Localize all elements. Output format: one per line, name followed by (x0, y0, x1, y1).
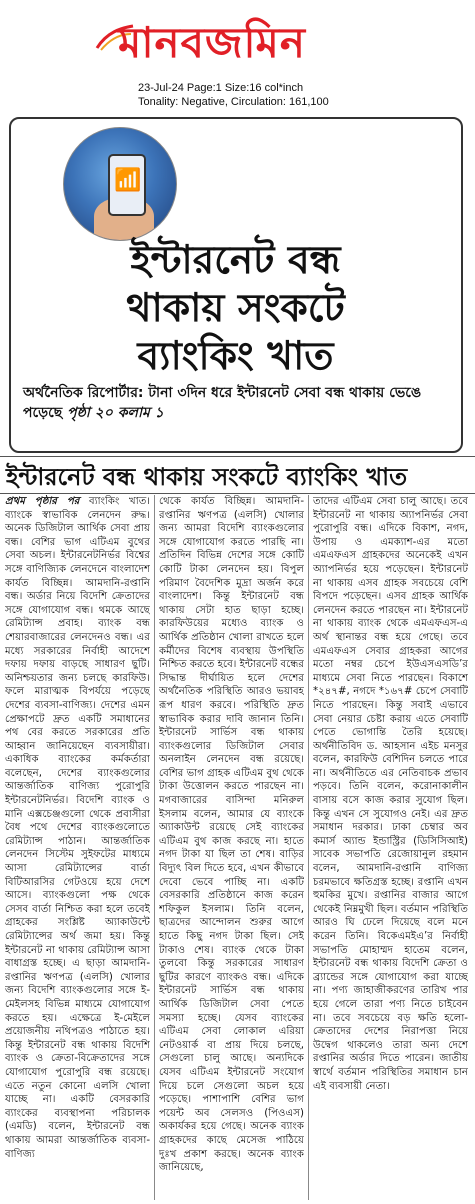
logo: মানবজমিন (118, 18, 306, 67)
column-divider (154, 495, 155, 1200)
front-headline-line1: ইন্টারনেট বন্ধ (130, 238, 341, 283)
phone-wifi-photo (63, 127, 177, 241)
page-reference: পৃষ্ঠা ২০ কলাম ১ (67, 405, 164, 421)
front-headline-line2: থাকায় সংকটে (126, 286, 345, 331)
summary-text: টানা ৩দিন ধরে ইন্টারনেট সেবা বন্ধ থাকায় ভেঙে পড়েছে (23, 385, 422, 421)
article-column-1 (5, 495, 150, 1200)
front-headline (23, 237, 448, 381)
article-headline: ইন্টারনেট বন্ধ থাকায় সংকটে ব্যাংকিং খাত (6, 463, 408, 491)
column-1-text: ব্যাংকিং খাত। ব্যাংকে স্বাভাবিক লেনদেন রুদ্ধ। অনেক ডিজিটাল আর্থিক সেবা প্রায় বন্ধ। বেশির ভাগ এটিএম বুথের সেবা অচল। ইন্টারনেটনির্ভর বিশ্বের সঙ্গে বাণিজ্যিক লেনদেনে বাংলাদেশ কার্যত বিচ্ছিন্ন। আমদানি-রপ্তানি বন্ধ। অর্ডার নিয়ে বিদেশি ক্রেতাদের সঙ্গে যোগাযোগ বন্ধ। থমকে আছে রেমিট্যান্স প্রবাহ। ব্যাংক বন্ধ শেয়ারবাজারের লেনদেনও বন্ধ। এর মধ্যে সরকারের নির্বাহী আদেশে দফায় দফায় বাড়ছে সাধারণ ছুটি। অনিশ্চয়তার জন্য চলছে কারফিউ। ফলে মারাত্মক বিপর্যয়ে পড়েছে দেশের ব্যবসা-বাণিজ্য। দেশের এমন প্রেক্ষাপটে দ্রুত একটি সমাধানের পথ বের করতে সরকারের প্রতি আহ্বান জানিয়েছেন ব্যবসায়ীরা। একাধিক ব্যাংকের কর্মকর্তারা বলেছেন, দেশের ব্যাংকগুলোর আন্তর্জাতিক বাণিজ্য পুরোপুরি ইন্টারনেটনির্ভর। বিদেশি ব্যাংক ও মানি এক্সচেঞ্জগুলো থেকে প্রবাসীরা বৈধ পথে দেশের ব্যাংকগুলোতে রেমিট্যান্স পাঠান। আন্তর্জাতিক লেনদেন সিস্টেম সুইফটের মাধ্যমে আসা রেমিট্যান্সের বার্তা বিটিআরসির গেটওয়ে হয়ে দেশে আসে। ব্যাংকগুলো পক্ষ থেকে সেসব বার্তা নিশ্চিত করা হলে তবেই গ্রাহকের সংশ্লিষ্ট অ্যাকাউন্টে রেমিট্যান্সের অর্থ জমা হয়। কিন্তু ইন্টারনেট না থাকায় রেমিট্যান্স আসা বাধাগ্রস্ত হচ্ছে। এ ছাড়া আমদানি-রপ্তানির ঋণপত্র (এলসি) খোলার জন্য বিদেশি ব্যাংকগুলোর সঙ্গে ই-মেইলসহ বিভিন্ন মাধ্যমে যোগাযোগ করতে হয়। এক্ষেত্রে ই-মেইলে প্রয়োজনীয় নথিপত্রও পাঠাতে হয়। কিন্তু ইন্টারনেট বন্ধ থাকায় বিদেশি ব্যাংক ও ক্রেতা-বিক্রেতাদের সঙ্গে যোগাযোগ পুরোপুরি বন্ধ রয়েছে। এতে নতুন কোনো এলসি খোলা যাচ্ছে না। একটি বেসরকারি ব্যাংকের ব্যবস্থাপনা পরিচালক (এমডি) বলেন, ইন্টারনেট বন্ধ থাকায় আমরা আন্তর্জাতিক ব্যবসা-বাণিজ্য (5, 496, 150, 1160)
article-headline-bar (0, 456, 475, 494)
article-column-3 (313, 495, 468, 1200)
wifi-icon: 📶 (114, 168, 142, 193)
masthead (0, 0, 475, 72)
byline: অর্থনৈতিক রিপোর্টার: (23, 385, 144, 401)
column-2-text: থেকে কার্যত বিচ্ছিন্ন। আমদানি-রপ্তানির ঋণপত্র (এলসি) খোলার জন্য আমরা বিদেশি ব্যাংকগুলোর সঙ্গে যোগাযোগ করতে পারছি না। প্রতিদিন বিভিন্ন দেশের সঙ্গে কোটি কোটি টাকা লেনদেন হয়। বিপুল পরিমাণ বৈদেশিক মুদ্রা অর্জন করে বাংলাদেশ। কিন্তু ইন্টারনেট বন্ধ থাকায় সেটা হাত ছাড়া হচ্ছে। কারফিউয়ের মধ্যেও ব্যাংক ও আর্থিক প্রতিষ্ঠান খোলা রাখতে হলে কর্মীদের বিশেষ ব্যবস্থায় উপস্থিতি নিশ্চিত করতে হবে। ইন্টারনেট বন্ধের সিদ্ধান্ত দীর্ঘায়িত হলে দেশের অর্থনৈতিক পরিস্থিতি আরও ভয়াবহ রূপ ধারণ করবে। পরিস্থিতি দ্রুত স্বাভাবিক করার দাবি জানান তিনি। ইন্টারনেট সার্ভিস বন্ধ থাকায় ব্যাংকগুলোর ডিজিটাল সেবার অনলাইন লেনদেন বন্ধ রয়েছে। বেশির ভাগ গ্রাহক এটিএম বুথ থেকে টাকা উত্তোলন করতে পারছেন না। মগবাজারের বাসিন্দা মনিরুল ইসলাম বলেন, আমার যে ব্যাংকে অ্যাকাউন্ট রয়েছে সেই ব্যাংকের এটিএম বুথ কাজ করছে না। হাতে নগদ টাকা যা ছিল তা শেষ। বাড়ির বিদ্যুৎ বিল দিতে হবে, এখন কীভাবে দেবো ভেবে পাচ্ছি না। একটি বেসরকারি প্রতিষ্ঠানে কাজ করেন শফিকুল ইসলাম। তিনি বলেন, ছাত্রদের আন্দোলন শুরুর আগে হাতে কিছু নগদ টাকা ছিল। সেই টাকাও শেষ। ব্যাংক থেকে টাকা তুলবো কিন্তু সরকারের সাধারণ ছুটির কারণে ব্যাংকও বন্ধ। এদিকে ইন্টারনেট সার্ভিস বন্ধ থাকায় আর্থিক ডিজিটাল সেবা পেতে সমস্যা হচ্ছে। যেসব ব্যাংকের এটিএম সেবা লোকাল এরিয়া নেটওয়ার্ক বা প্রায় দিয়ে চলছে, সেগুলো চালু আছে। অন্যদিকে যেসব এটিএম ইন্টারনেট সংযোগ দিয়ে চলে সেগুলো অচল হয়ে পড়েছে। পাশাপাশি বেশির ভাগ পয়েন্ট অব সেলসও (পিওএস) অকার্যকর হয়ে গেছে। অনেক ব্যাংক গ্রাহকদের কাছে মেসেজ পাঠিয়ে দুঃখ প্রকাশ করছে। অনেক ব্যাংক জানিয়েছে, (159, 496, 304, 1174)
column-3-text: তাদের এটিএম সেবা চালু আছে। তবে ইন্টারনেট না থাকায় অ্যাপনির্ভর সেবা পুরোপুরি বন্ধ। এদিকে বিকাশ, নগদ, উপায় ও এমক্যাশ-এর মতো এমএফএস গ্রাহকদের অনেকেই এখন অ্যাপনির্ভর হয়ে পড়েছেন। ইন্টারনেট না থাকায় এসব গ্রাহক সবচেয়ে বেশি বিপদে পড়েছেন। এসব গ্রাহক আর্থিক লেনদেন করতে পারছেন না। ইন্টারনেট না থাকায় ব্যাংক থেকে এমএফএস-এ অর্থ স্থানান্তর বন্ধ হয়ে গেছে। তবে এমএফএস সেবার গ্রাহকরা আগের মতো নম্বর চেপে ইউএসএসডি’র মাধ্যমে সেবা নিতে পারছেন। বিকাশে *২৪৭#, নগদে *১৬৭# চেপে সেবাটি নিতে পারছেন। কিন্তু সবাই এভাবে সেবা নেয়ার চেষ্টা করায় এতে সেবাটি পেতে ভোগান্তি তৈরি হয়েছে। অর্থনীতিবিদ ড. আহসান এইচ মনসুর বলেন, কারফিউ বেশিদিন চলতে পারে না। অর্থনীতিতে এর নেতিবাচক প্রভাব পড়বে। তিনি বলেন, করোনাকালীন বাসায় বসে কাজ করার সুযোগ ছিল। কিন্তু এখন সে সুযোগও নেই। এর দ্রুত সমাধান দরকার। ঢাকা চেম্বার অব কমার্স অ্যান্ড ইন্ডাস্ট্রির (ডিসিসিআই) সাবেক সভাপতি রেজোয়ানুল রহমান বলেন, আমদানি-রপ্তানি বাণিজ্য চরমভাবে ক্ষতিগ্রস্ত হচ্ছে। রপ্তানি এখন হুমকির মুখে। রপ্তানির বাজার আগে থেকেই নিম্নমুখী ছিল। বর্তমান পরিস্থিতি আরও ঘি ঢেলে দিয়েছে বলে মনে করেন তিনি। বিকেএমইএ’র নির্বাহী সভাপতি মোহাম্মদ হাতেম বলেন, ইন্টারনেট বন্ধ থাকায় বিদেশি ক্রেতা ও ব্র্যান্ডের সঙ্গে যোগাযোগ করা যাচ্ছে না। পণ্য জাহাজীকরণের তারিখ পার হয়ে গেলে তারা পণ্য নিতে চাইবেন না। তবে সবচেয়ে বড় ক্ষতি হলো- ক্রেতাদের দেশের নিরাপত্তা নিয়ে উদ্বেগ থাকলেও তারা অন্য দেশে রপ্তানির অর্ডার দিতে পারেন। জাতীয় স্বার্থে বর্তমান পরিস্থিতির সমাধান চান এই ব্যবসায়ী নেতা। (313, 496, 468, 1092)
continued-label: প্রথম পৃষ্ঠার পর (5, 496, 80, 507)
column-divider (308, 495, 309, 1200)
article-column-2 (159, 495, 304, 1200)
front-summary (23, 383, 453, 423)
front-page-teaser (9, 117, 463, 453)
front-headline-line3: ব্যাংকিং খাত (137, 334, 334, 379)
tonality-meta: Tonality: Negative, Circulation: 161,100 (138, 96, 329, 108)
clipping-meta: 23-Jul-24 Page:1 Size:16 col*inch (138, 82, 304, 94)
